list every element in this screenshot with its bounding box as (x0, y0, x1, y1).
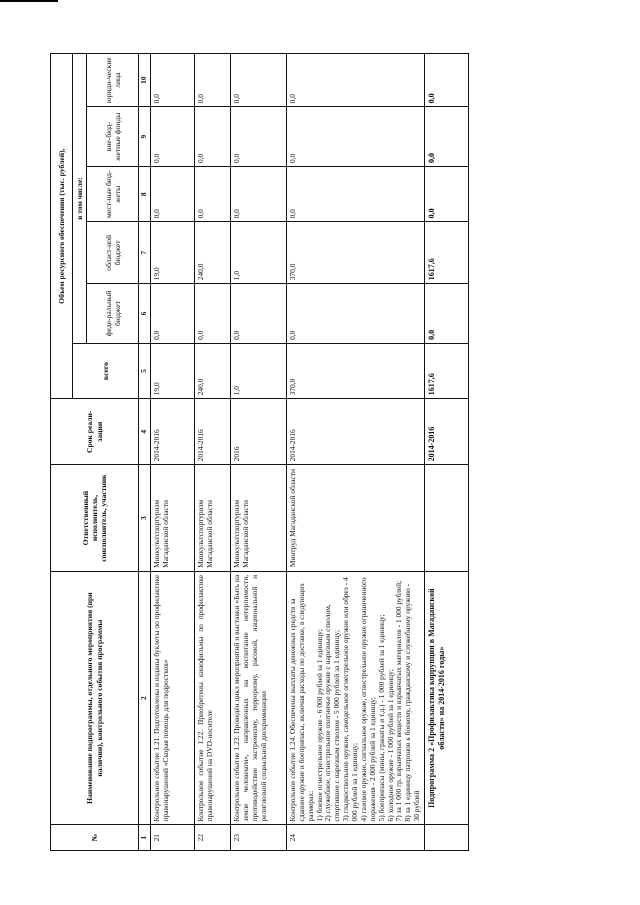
subprogram-title: Подпрограмма 2 «Профилактика коррупции в Магаданской области» на 2014-2016 годы» (425, 571, 469, 825)
header-federal: феде-ральный бюджет (87, 284, 139, 344)
row-federal: 0,0 (230, 284, 286, 344)
colnum: 3 (139, 465, 151, 572)
column-number-row (139, 54, 151, 851)
row-offbudget: 0,0 (286, 107, 424, 167)
row-name-line: 3) гладкоствольное оружие, самодельное огнестрельное оружие или обрез - 4 000 рублей за 1 единицу; (341, 577, 360, 822)
row-name: Контрольное событие 1.23. Проведён цикл мероприятий и выставки «Быть на земле человеком», направленных на воспитание нетерпимости, противодействие экстремизму, терроризму, расовой, национальной и религиозной социальной дискриминации (230, 571, 286, 825)
row-name-line: 4) газовое оружие, сигнальное оружие, огнестрельное оружие ограниченного поражения - 2 000 рублей за 1 единицу; (358, 577, 377, 822)
row-name-line: 1) боевое огнестрельное оружие - 6 000 рублей за 1 единицу; (314, 629, 324, 822)
header-num: № (51, 825, 139, 851)
row-responsible: Минкультспортуризм Магаданской области (150, 465, 194, 572)
header-legal: юриди-ческие лица (87, 54, 139, 107)
colnum: 8 (139, 167, 151, 222)
row-responsible: Минкультспортуризм Магаданской области (230, 465, 286, 572)
row-total: 1,0 (230, 343, 286, 398)
colnum: 10 (139, 54, 151, 107)
subprogram-total-row (425, 54, 469, 851)
row-name (286, 571, 424, 825)
row-term: 2014-2016 (150, 399, 194, 465)
row-name-line: 5) боеприпасы (мины, гранаты и т.д.) - 1 000 рублей за 1 единицу; (376, 614, 386, 822)
row-term: 2016 (230, 399, 286, 465)
row-local: 0,0 (194, 167, 230, 222)
colnum: 2 (139, 571, 151, 825)
total-num (425, 825, 469, 851)
colnum: 7 (139, 222, 151, 284)
row-legal: 0,0 (230, 54, 286, 107)
header-term: Срок реали-зации (51, 399, 139, 465)
table-row (286, 54, 424, 851)
colnum: 4 (139, 399, 151, 465)
row-legal: 0,0 (194, 54, 230, 107)
row-term: 2014-2016 (194, 399, 230, 465)
colnum: 6 (139, 284, 151, 344)
table-row (194, 54, 230, 851)
row-total: 240,0 (194, 343, 230, 398)
resource-table (50, 53, 469, 851)
total-responsible (425, 465, 469, 572)
total-term: 2014-2016 (425, 399, 469, 465)
total-offbudget: 0,0 (425, 107, 469, 167)
row-name: Контрольное событие 1.21. Подготовлены и изданы буклеты по профилактике правонарушений «Скорая помощь для подростков» (150, 571, 194, 825)
row-offbudget: 0,0 (194, 107, 230, 167)
total-local: 0,0 (425, 167, 469, 222)
row-responsible: Минтруд Магаданской области (286, 465, 424, 572)
total-total: 1617,6 (425, 343, 469, 398)
row-legal: 0,0 (286, 54, 424, 107)
row-responsible: Минкультспортуризм Магаданской области (194, 465, 230, 572)
colnum: 5 (139, 343, 151, 398)
header-name: Наименование подпрограммы, отдельного мероприятия (при наличии), контрольного события программы (51, 571, 139, 825)
row-local: 0,0 (150, 167, 194, 222)
total-federal: 0,0 (425, 284, 469, 344)
rotated-table-sheet (50, 53, 590, 851)
row-name-line: 7) за 1 000 гр. взрывчатых веществ и взрывчатых материалов - 1 000 рублей; (394, 580, 404, 822)
table-row (230, 54, 286, 851)
row-num: 22 (194, 825, 230, 851)
header-volume: Объем ресурсного обеспечения (тыс. рублей), (51, 54, 73, 399)
row-regional: 1,0 (230, 222, 286, 284)
row-num: 21 (150, 825, 194, 851)
total-legal: 0,0 (425, 54, 469, 107)
row-name-line: Контрольное событие 1.24. Обеспечены выплаты денежных средств за сданное оружие и боеприпасы, включая расходы по доставке, в следующих размерах: (287, 583, 315, 822)
row-name: Контрольное событие 1.22. Приобретены кинофильмы по профилактике правонарушений на DVD-носителе (194, 571, 230, 825)
header-regional: област-ной бюджет (87, 222, 139, 284)
row-name-line: 8) за 1 единицу патронов к боевому, гражданскому и служебному оружию - 30 рублей (403, 583, 422, 822)
header-in-that: в том числе: (73, 54, 87, 344)
row-name-line: 6) холодное оружие - 1 000 рублей за 1 единицу; (385, 669, 395, 822)
row-num: 23 (230, 825, 286, 851)
row-legal: 0,0 (150, 54, 194, 107)
row-local: 0,0 (230, 167, 286, 222)
row-offbudget: 0,0 (150, 107, 194, 167)
row-federal: 0,0 (286, 284, 424, 344)
row-offbudget: 0,0 (230, 107, 286, 167)
header-total: всего (73, 343, 139, 398)
row-num: 24 (286, 825, 424, 851)
row-regional: 19,0 (150, 222, 194, 284)
row-term: 2014-2016 (286, 399, 424, 465)
row-local: 0,0 (286, 167, 424, 222)
header-offbudget: вне-бюд-жетные фонды (87, 107, 139, 167)
total-regional: 1617,6 (425, 222, 469, 284)
row-name-line: 2) служебное, огнестрельное охотничье оружие с нарезным стволом, спортивное с нарезным стволом - 5 000 рублей за 1 единицу; (323, 604, 342, 822)
row-regional: 240,0 (194, 222, 230, 284)
row-total: 370,0 (286, 343, 424, 398)
colnum: 1 (139, 825, 151, 851)
header-local: мест-ные бюд-жеты (87, 167, 139, 222)
colnum: 9 (139, 107, 151, 167)
row-federal: 0,0 (194, 284, 230, 344)
row-federal: 0,0 (150, 284, 194, 344)
scan-edge-mark (0, 0, 58, 2)
row-total: 19,0 (150, 343, 194, 398)
header-responsible: Ответственный исполнитель, соисполнитель, участник (51, 465, 139, 572)
table-row (150, 54, 194, 851)
row-regional: 370,0 (286, 222, 424, 284)
